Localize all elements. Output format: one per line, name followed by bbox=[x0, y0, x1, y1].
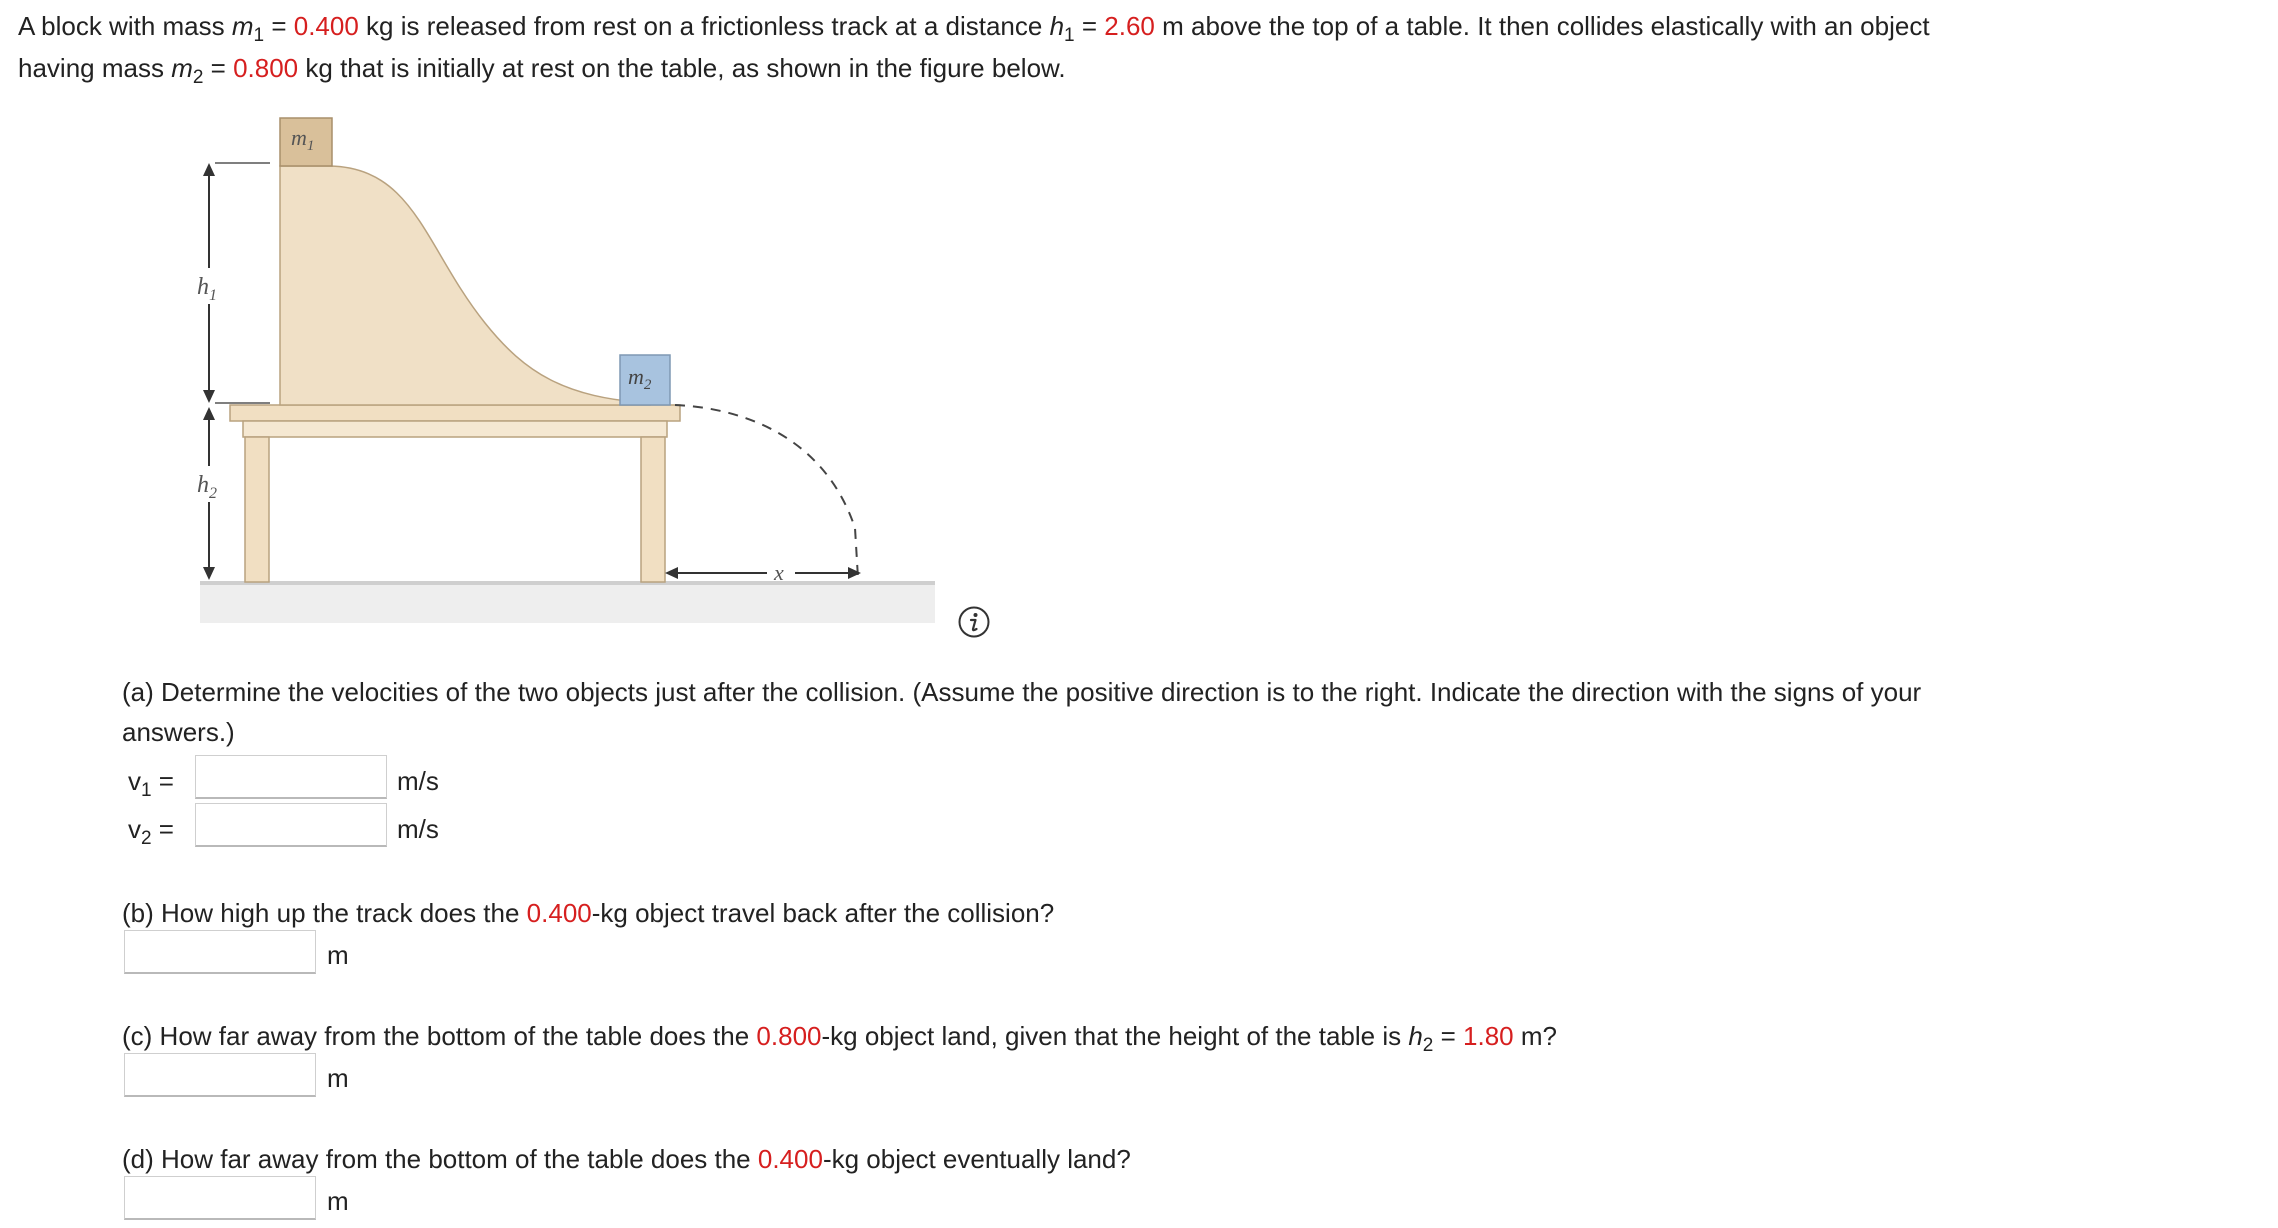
v1-answer-input[interactable] bbox=[195, 755, 387, 799]
part-d-question: (d) How far away from the bottom of the table does the 0.400-kg object eventually land? bbox=[122, 1144, 1131, 1174]
v1-unit: m/s bbox=[397, 766, 439, 796]
h1-label: $h_1$ bbox=[197, 274, 217, 304]
problem-line-2: having mass $m_2 = 0.800$ kg that is initially at rest on the table, as shown in the figure below. bbox=[18, 53, 1066, 88]
table-leg-right bbox=[641, 437, 665, 582]
part-c-question: (c) How far away from the bottom of the table does the 0.800-kg object land, given that the height of the table is $h_2 = 1.80$ m? bbox=[122, 1021, 1557, 1056]
part-b-unit: m bbox=[327, 940, 349, 970]
v1-label: $v_1$ = bbox=[128, 766, 174, 801]
part-b-answer-input[interactable] bbox=[124, 930, 316, 974]
part-b-question: (b) How high up the track does the 0.400-kg object travel back after the collision? bbox=[122, 898, 1055, 928]
floor-edge bbox=[200, 581, 935, 585]
frictionless-track bbox=[280, 166, 650, 405]
m2-value: 0.800 bbox=[233, 53, 299, 83]
v2-label: $v_2$ = bbox=[128, 814, 174, 849]
part-c-unit: m bbox=[327, 1063, 349, 1093]
m1-value: 0.400 bbox=[293, 11, 359, 41]
part-d-answer-input[interactable] bbox=[124, 1176, 316, 1220]
v2-unit: m/s bbox=[397, 814, 439, 844]
trajectory-path bbox=[675, 405, 858, 578]
part-c-answer-input[interactable] bbox=[124, 1053, 316, 1097]
physics-figure bbox=[185, 108, 955, 628]
table-leg-left bbox=[245, 437, 269, 582]
h2-label: $h_2$ bbox=[197, 472, 217, 502]
problem-line-1: A block with mass $m_1 = 0.400$ kg is released from rest on a frictionless track at a distance $h_1 = 2.60$ m above the top of a table. It then collides elastically with an object bbox=[18, 11, 1930, 46]
info-circle-icon[interactable] bbox=[957, 605, 991, 639]
part-d-unit: m bbox=[327, 1186, 349, 1216]
m2-label: $m_2$ bbox=[628, 364, 652, 393]
floor bbox=[200, 583, 935, 623]
table-top bbox=[230, 405, 680, 421]
v2-answer-input[interactable] bbox=[195, 803, 387, 847]
m1-label: $m_1$ bbox=[291, 125, 315, 154]
h1-value: 2.60 bbox=[1104, 11, 1155, 41]
table-apron bbox=[243, 421, 667, 437]
part-a-question-line-1: (a) Determine the velocities of the two objects just after the collision. (Assume the positive direction is to the right. Indicate the direction with the signs of your bbox=[122, 677, 1922, 707]
h2-value: 1.80 bbox=[1463, 1021, 1514, 1051]
part-a-question-line-2: answers.) bbox=[122, 717, 235, 747]
x-label: x bbox=[774, 560, 784, 585]
